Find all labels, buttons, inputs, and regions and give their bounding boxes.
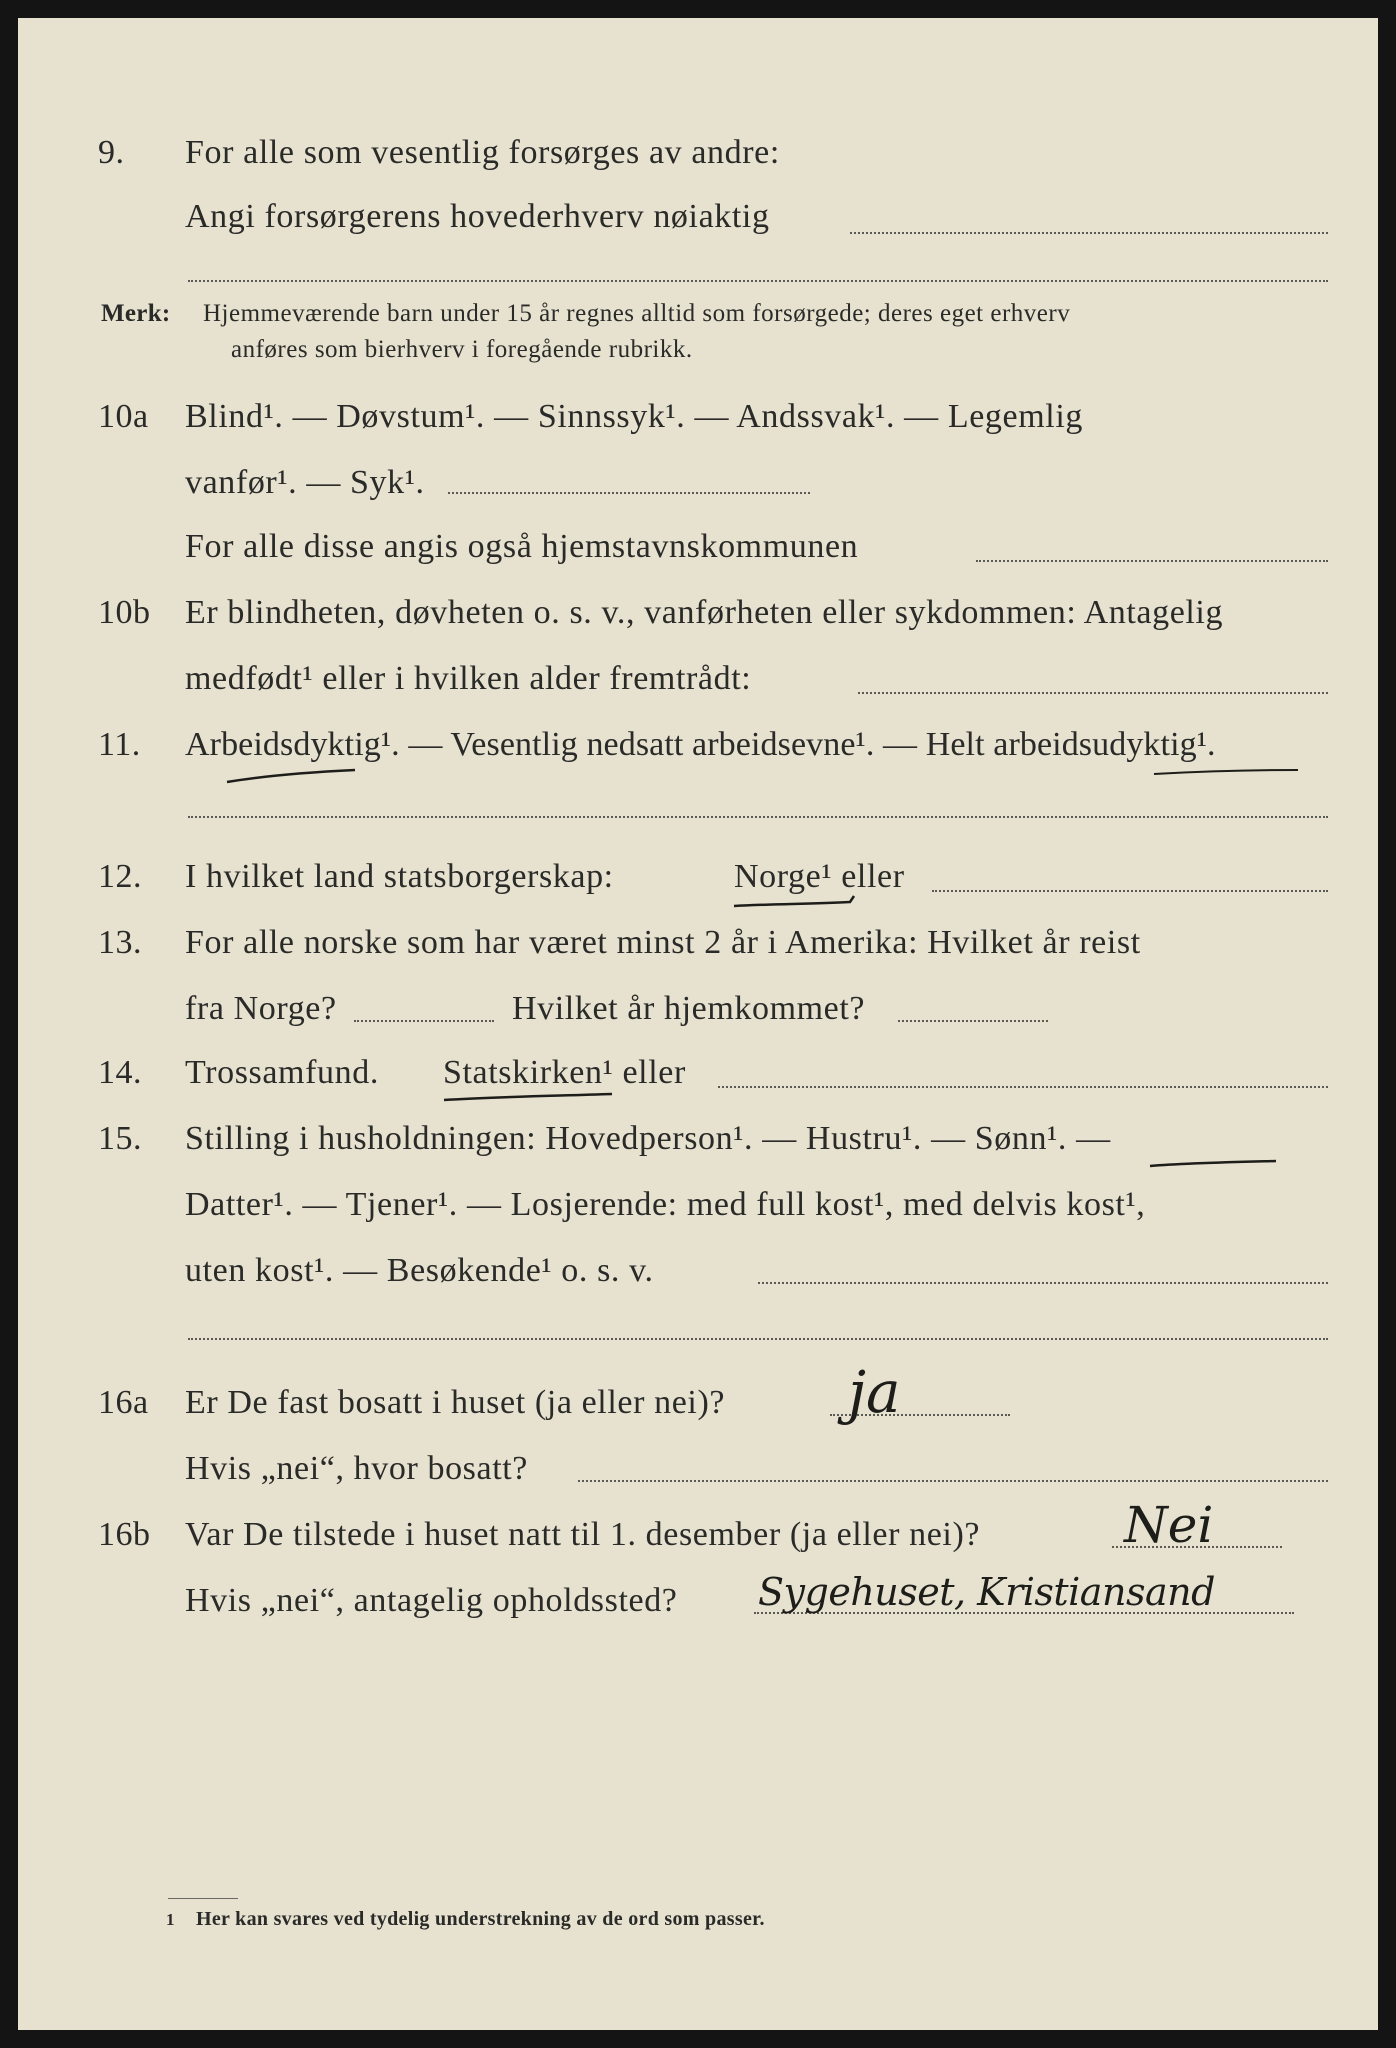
q9-line2: Angi forsørgerens hovederhverv nøiaktig — [185, 198, 770, 235]
underline-arbeidsdyktig-mark — [223, 764, 363, 790]
q16b-line1: Var De tilstede i huset natt til 1. desember (ja eller nei)? — [185, 1516, 981, 1553]
q15-answer-line — [758, 1282, 1328, 1284]
q16b-number: 16b — [98, 1516, 151, 1553]
q15-number: 15. — [98, 1120, 142, 1157]
q16b-line2: Hvis „nei“, antagelig opholdssted? — [185, 1582, 678, 1619]
q16b-handwritten-answer: Nei — [1124, 1496, 1214, 1554]
q15-line2: Datter¹. — Tjener¹. — Losjerende: med full kost¹, med delvis kost¹, — [185, 1186, 1146, 1223]
q15-line3: uten kost¹. — Besøkende¹ o. s. v. — [185, 1252, 654, 1289]
q10b-line2: medfødt¹ eller i hvilken alder fremtrådt: — [185, 660, 752, 697]
q10a-line3: For alle disse angis også hjemstavnskommunen — [185, 528, 859, 565]
merk-line2: anføres som bierhverv i foregående rubrikk. — [231, 336, 693, 363]
q10b-answer-line — [858, 692, 1328, 694]
q16a-line1: Er De fast bosatt i huset (ja eller nei)? — [185, 1384, 726, 1421]
q16b-handwritten-location: Sygehuset, Kristiansand — [758, 1570, 1215, 1614]
q13-line2b: Hvilket år hjemkommet? — [512, 990, 866, 1027]
q12-line1a: I hvilket land statsborgerskap: — [185, 858, 614, 895]
q10a-line1: Blind¹. — Døvstum¹. — Sinnssyk¹. — Andssvak¹. — Legemlig — [185, 398, 1083, 435]
q9-answer-line-2 — [188, 280, 1328, 282]
q16a-residence-line — [578, 1480, 1328, 1482]
underline-sonn-mark — [1146, 1154, 1286, 1174]
q14-answer-line — [718, 1086, 1328, 1088]
q13-line2a: fra Norge? — [185, 990, 337, 1027]
census-form-page — [18, 18, 1378, 2030]
q12-answer-line — [932, 890, 1328, 892]
q10a-number: 10a — [98, 398, 149, 435]
q12-number: 12. — [98, 858, 142, 895]
q10b-line1: Er blindheten, døvheten o. s. v., vanførheten eller sykdommen: Antagelig — [185, 594, 1224, 631]
q10a-hometown-line — [976, 560, 1328, 562]
q9-number: 9. — [98, 134, 125, 171]
footnote-marker: 1 — [166, 1910, 175, 1929]
underline-statskirken-mark — [440, 1088, 620, 1108]
q10a-answer-line — [448, 492, 810, 494]
q11-answer-line — [188, 816, 1328, 818]
q13-number: 13. — [98, 924, 142, 961]
q9-line1: For alle som vesentlig forsørges av andre: — [185, 134, 780, 171]
footnote-rule — [168, 1898, 238, 1899]
q13-year-returned-line — [898, 1020, 1048, 1022]
q16a-handwritten-answer: ja — [848, 1358, 901, 1426]
q13-line1: For alle norske som har været minst 2 år i Amerika: Hvilket år reist — [185, 924, 1141, 961]
q15-line1: Stilling i husholdningen: Hovedperson¹. — Hustru¹. — Sønn¹. — — [185, 1120, 1111, 1157]
q11-line1: Arbeidsdyktig¹. — Vesentlig nedsatt arbeidsevne¹. — Helt arbeidsudyktig¹. — [185, 726, 1216, 763]
merk-line1: Hjemmeværende barn under 15 år regnes alltid som forsørgede; deres eget erhverv — [203, 300, 1071, 327]
footnote-text: Her kan svares ved tydelig understrekning av de ord som passer. — [196, 1908, 765, 1930]
merk-label: Merk: — [101, 300, 171, 327]
q15-answer-line-2 — [188, 1338, 1328, 1340]
q14-line1a: Trossamfund. — [185, 1054, 379, 1091]
q12-line1b: Norge¹ eller — [734, 858, 905, 895]
q14-line1b: Statskirken¹ eller — [443, 1054, 686, 1091]
q13-year-left-line — [354, 1020, 494, 1022]
q9-answer-line — [850, 232, 1328, 234]
q10b-number: 10b — [98, 594, 151, 631]
q10a-line2: vanfør¹. — Syk¹. — [185, 464, 425, 501]
q16a-line2: Hvis „nei“, hvor bosatt? — [185, 1450, 528, 1487]
q16a-number: 16a — [98, 1384, 149, 1421]
underline-helt-mark — [1148, 762, 1308, 782]
underline-norge-mark — [730, 894, 860, 914]
q14-number: 14. — [98, 1054, 142, 1091]
q11-number: 11. — [98, 726, 141, 763]
